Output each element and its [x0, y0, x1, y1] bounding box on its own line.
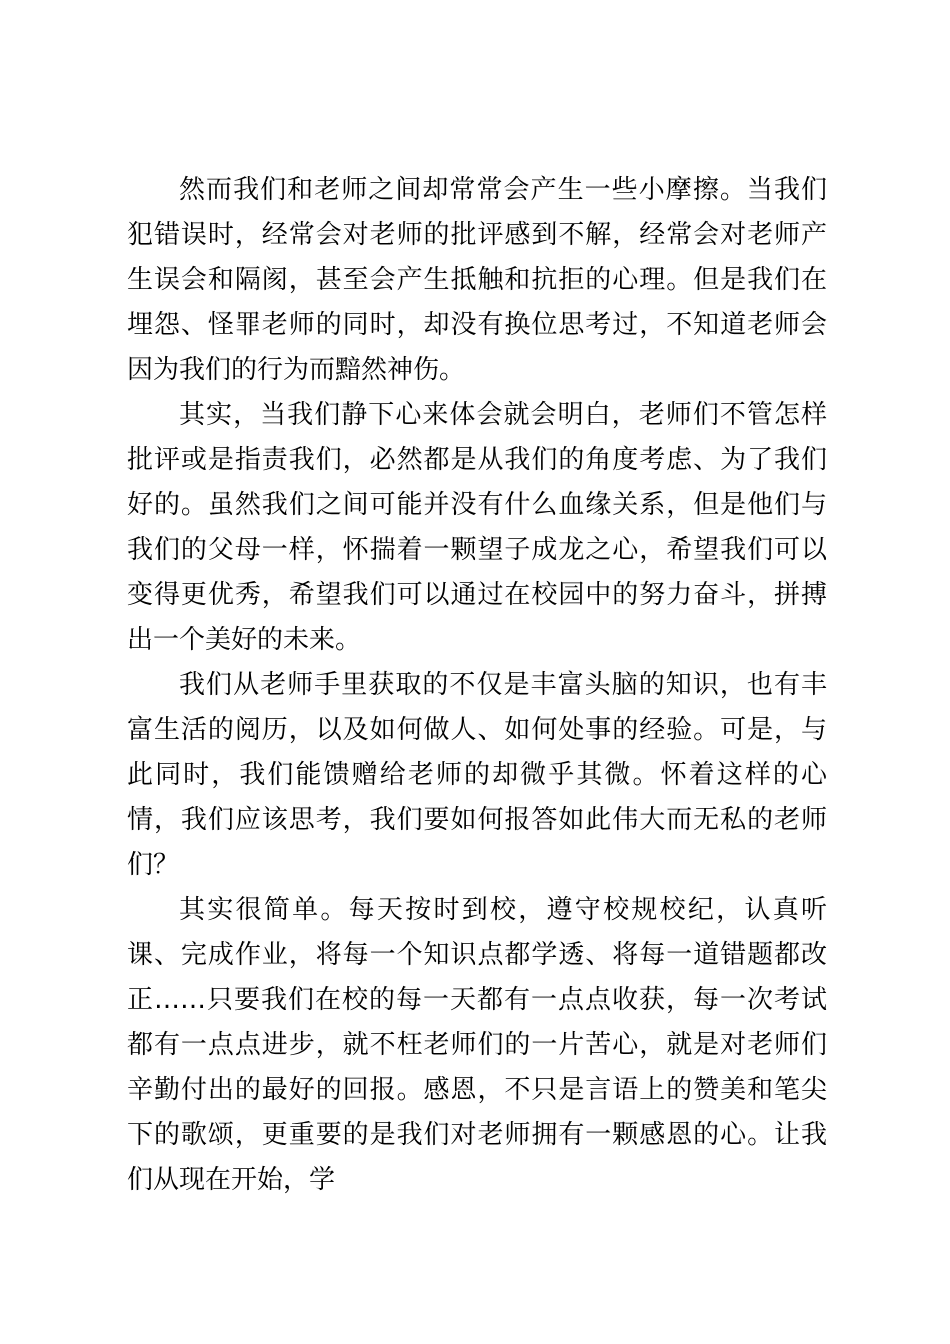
- paragraph-1: 然而我们和老师之间却常常会产生一些小摩擦。当我们犯错误时，经常会对老师的批评感到不解，经常会对老师产生误会和隔阂，甚至会产生抵触和抗拒的心理。但是我们在埋怨、怪罪老师的同时，却没有换位思考过，不知道老师会因为我们的行为而黯然神伤。: [127, 175, 827, 385]
- paragraph-4: 其实很简单。每天按时到校，遵守校规校纪，认真听课、完成作业，将每一个知识点都学透、将每一道错题都改正……只要我们在校的每一天都有一点点收获，每一次考试都有一点点进步，就不枉老师们的一片苦心，就是对老师们辛勤付出的最好的回报。感恩，不只是言语上的赞美和笔尖下的歌颂，更重要的是我们对老师拥有一颗感恩的心。让我们从现在开始，学: [127, 895, 827, 1195]
- paragraph-3: 我们从老师手里获取的不仅是丰富头脑的知识，也有丰富生活的阅历，以及如何做人、如何处事的经验。可是，与此同时，我们能馈赠给老师的却微乎其微。怀着这样的心情，我们应该思考，我们要如何报答如此伟大而无私的老师们？: [127, 670, 827, 880]
- body-text: [127, 168, 827, 1203]
- paragraph-2: 其实，当我们静下心来体会就会明白，老师们不管怎样批评或是指责我们，必然都是从我们的角度考虑、为了我们好的。虽然我们之间可能并没有什么血缘关系，但是他们与我们的父母一样，怀揣着一颗望子成龙之心，希望我们可以变得更优秀，希望我们可以通过在校园中的努力奋斗，拼搏出一个美好的未来。: [127, 400, 827, 655]
